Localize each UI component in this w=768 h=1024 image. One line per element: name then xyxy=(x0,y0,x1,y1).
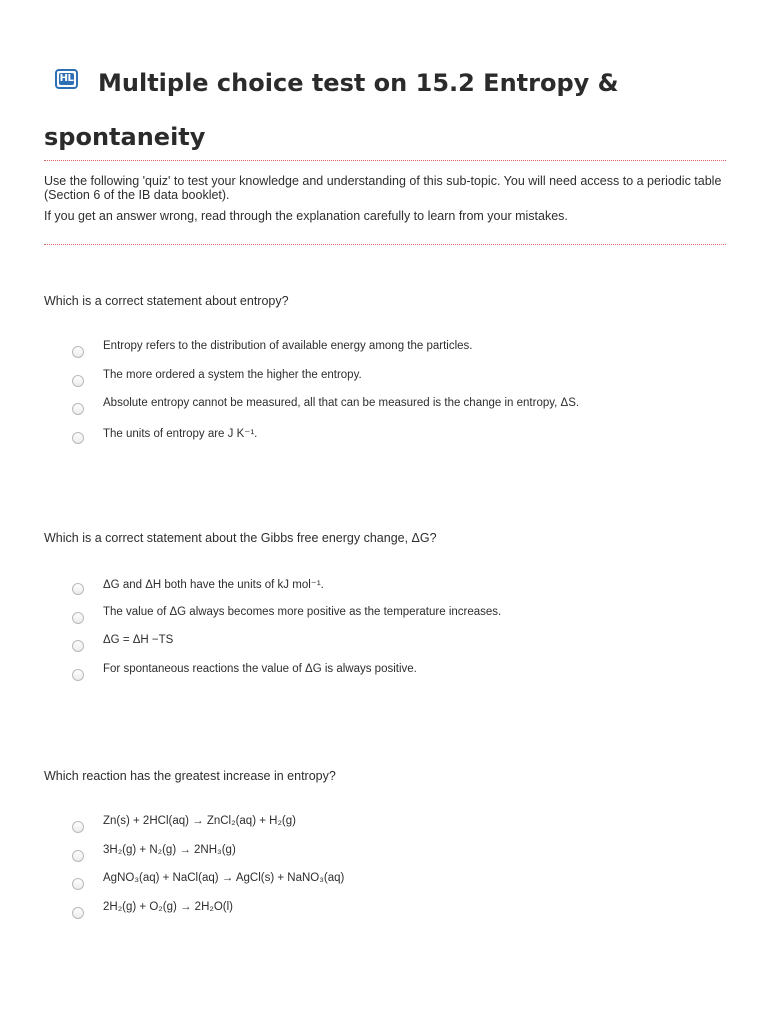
page-title: Multiple choice test on 15.2 Entropy & spontaneity xyxy=(44,69,619,151)
radio-button[interactable] xyxy=(72,669,84,681)
radio-button[interactable] xyxy=(72,432,84,444)
radio-button[interactable] xyxy=(72,403,84,415)
option-label: ΔG = ΔH −TS xyxy=(103,634,174,646)
radio-button[interactable] xyxy=(72,346,84,358)
question-2-option-d[interactable] xyxy=(72,663,712,692)
radio-button[interactable] xyxy=(72,878,84,890)
divider-top xyxy=(44,160,726,161)
option-label: Entropy refers to the distribution of available energy among the particles. xyxy=(103,340,473,352)
question-1-option-b[interactable] xyxy=(72,369,712,398)
radio-button[interactable] xyxy=(72,850,84,862)
option-label: The units of entropy are J K⁻¹. xyxy=(103,427,258,440)
question-1-options xyxy=(72,340,712,454)
radio-button[interactable] xyxy=(72,375,84,387)
divider-bottom xyxy=(44,244,726,245)
question-3-option-d[interactable] xyxy=(72,901,712,930)
option-label: Zn(s) + 2HCl(aq) → ZnCl₂(aq) + H₂(g) xyxy=(103,815,296,827)
hl-level-icon xyxy=(55,69,78,89)
question-1-option-a[interactable] xyxy=(72,340,712,369)
option-label: For spontaneous reactions the value of ΔG is always positive. xyxy=(103,662,417,675)
option-label: The more ordered a system the higher the entropy. xyxy=(103,368,362,381)
question-2-option-a[interactable] xyxy=(72,577,712,606)
question-2-option-c[interactable] xyxy=(72,634,712,663)
option-label: AgNO₃(aq) + NaCl(aq) → AgCl(s) + NaNO₃(aq) xyxy=(103,872,345,884)
question-3-option-c[interactable] xyxy=(72,872,712,901)
radio-button[interactable] xyxy=(72,907,84,919)
question-3-option-b[interactable] xyxy=(72,844,712,873)
radio-button[interactable] xyxy=(72,583,84,595)
question-3-prompt: Which reaction has the greatest increase in entropy? xyxy=(44,769,336,783)
question-2-option-b[interactable] xyxy=(72,606,712,635)
hl-badge-label: HL xyxy=(59,73,74,84)
radio-button[interactable] xyxy=(72,612,84,624)
question-3-options xyxy=(72,815,712,929)
intro-paragraph-2: If you get an answer wrong, read through the explanation carefully to learn from your mistakes. xyxy=(44,209,568,223)
question-2-prompt: Which is a correct statement about the Gibbs free energy change, ΔG? xyxy=(44,531,437,545)
option-label: Absolute entropy cannot be measured, all that can be measured is the change in entropy, ΔS. xyxy=(103,397,580,409)
radio-button[interactable] xyxy=(72,821,84,833)
option-label: The value of ΔG always becomes more positive as the temperature increases. xyxy=(103,605,502,618)
option-label: ΔG and ΔH both have the units of kJ mol⁻¹. xyxy=(103,579,324,591)
question-2-options xyxy=(72,577,712,691)
question-3-option-a[interactable] xyxy=(72,815,712,844)
intro-section xyxy=(44,174,724,230)
intro-paragraph-1: Use the following 'quiz' to test your knowledge and understanding of this sub-topic. You will need access to a periodic table (Section 6 of the IB data booklet). xyxy=(44,174,722,202)
question-1-option-d[interactable] xyxy=(72,426,712,455)
page-header xyxy=(44,56,734,164)
option-label: 2H₂(g) + O₂(g) → 2H₂O(l) xyxy=(103,900,234,913)
question-1-option-c[interactable] xyxy=(72,397,712,426)
question-1-prompt: Which is a correct statement about entropy? xyxy=(44,294,289,308)
option-label: 3H₂(g) + N₂(g) → 2NH₃(g) xyxy=(103,843,236,856)
radio-button[interactable] xyxy=(72,640,84,652)
